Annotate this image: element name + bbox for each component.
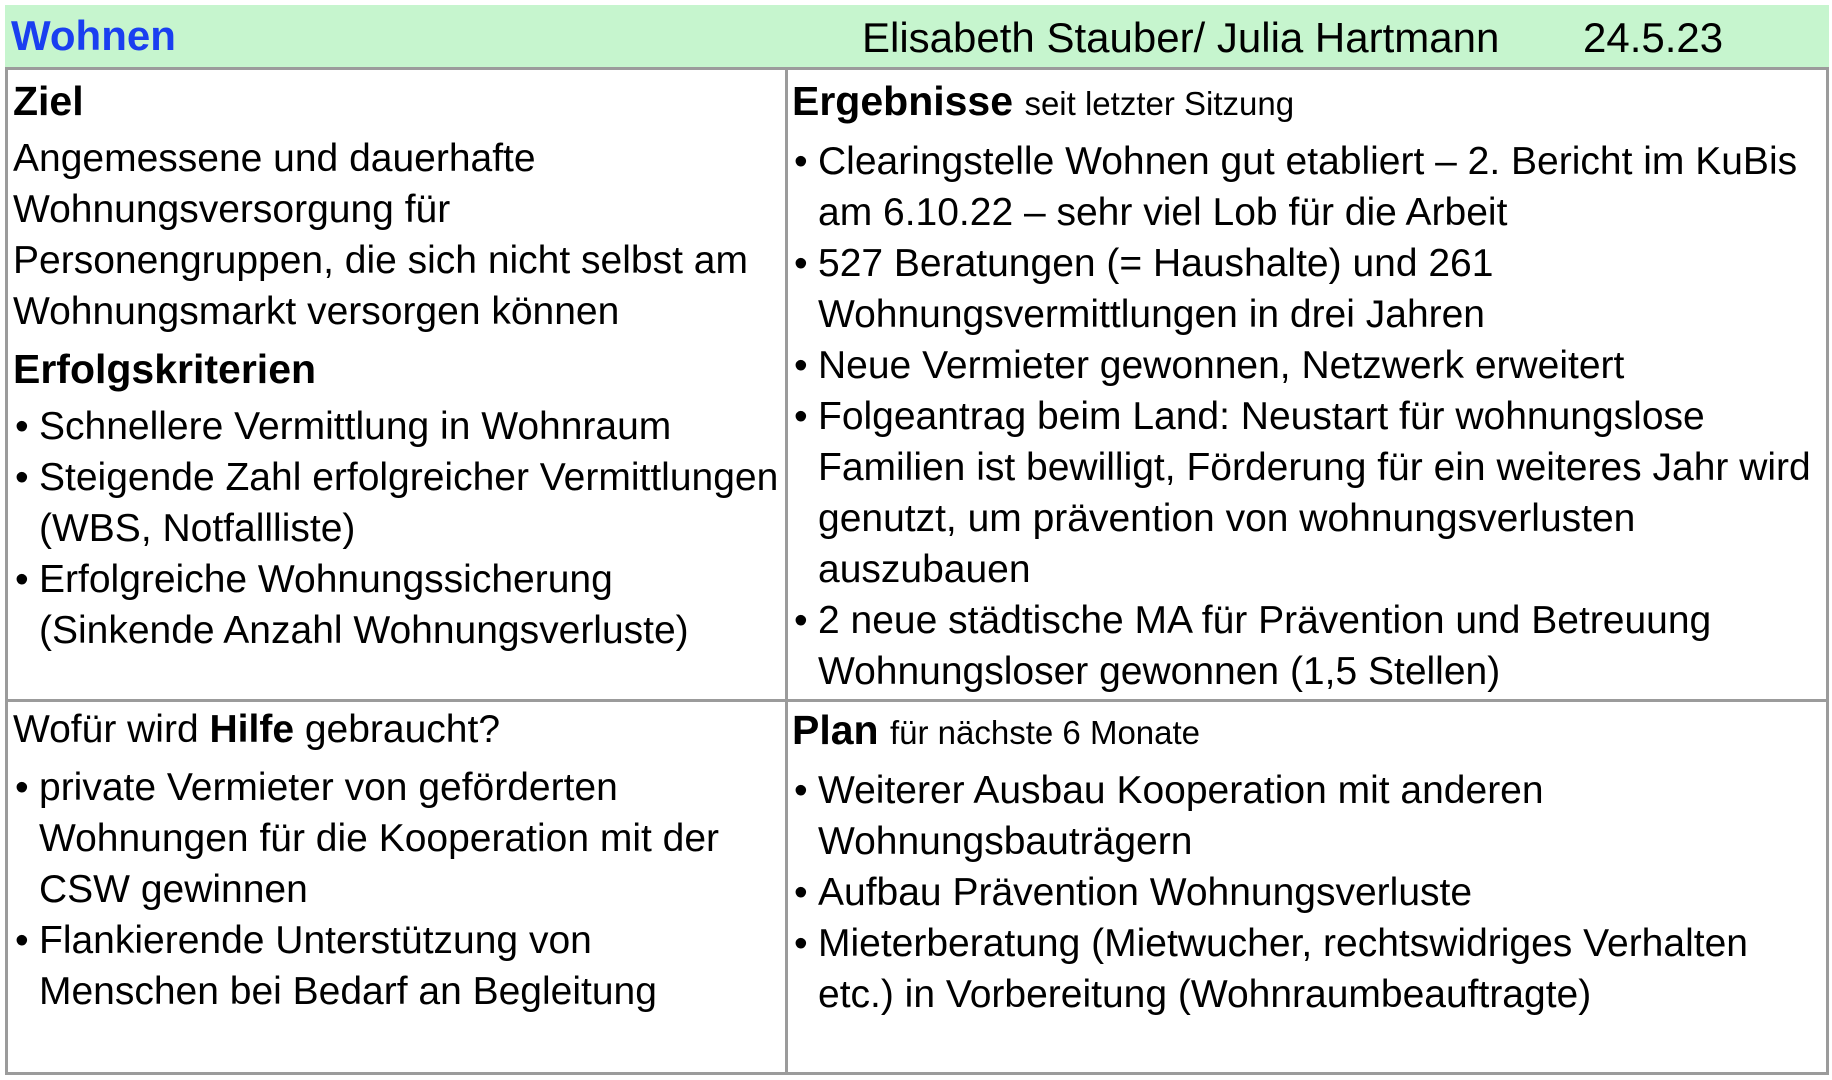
slide-title: Wohnen — [11, 12, 176, 59]
slide — [5, 5, 1829, 1075]
list-item: • Schnellere Vermittlung in Wohnraum — [13, 401, 781, 452]
list-item: • 527 Beratungen (= Haushalte) und 261 Wohnungsvermittlungen in drei Jahren — [792, 238, 1826, 340]
help-heading-suffix: gebraucht? — [304, 708, 501, 751]
list-item: • Erfolgreiche Wohnungssicherung (Sinkende Anzahl Wohnungsverluste) — [13, 554, 781, 656]
list-item: • Neue Vermieter gewonnen, Netzwerk erweitert — [792, 340, 1826, 391]
help-heading — [13, 704, 781, 756]
list-item: • Mieterberatung (Mietwucher, rechtswidriges Verhalten etc.) in Vorbereitung (Wohnraumbeauftragte) — [792, 918, 1826, 1020]
help-cell — [13, 704, 781, 1070]
results-list — [792, 136, 1826, 695]
list-item: • Folgeantrag beim Land: Neustart für wohnungslose Familien ist bewilligt, Förderung für ein weiteres Jahr wird genutzt, um prävention von wohnungsverlusten auszubauen — [792, 391, 1826, 595]
list-item: • Weiterer Ausbau Kooperation mit anderen Wohnungsbauträgern — [792, 765, 1826, 867]
list-item: • Steigende Zahl erfolgreicher Vermittlungen (WBS, Notfallliste) — [13, 452, 781, 554]
header-bar — [5, 5, 1829, 67]
plan-list — [792, 765, 1826, 1020]
results-heading-suffix: seit letzter Sitzung — [1024, 85, 1295, 122]
goal-text: Angemessene und dauerhafte Wohnungsversorgung für Personengruppen, die sich nicht selbst am Wohnungsmarkt versorgen können — [13, 137, 748, 333]
list-item: • 2 neue städtische MA für Prävention und Betreuung Wohnungsloser gewonnen (1,5 Stellen) — [792, 595, 1826, 695]
date: 24.5.23 — [1583, 14, 1724, 61]
goal-cell — [13, 75, 781, 695]
column-divider — [785, 70, 788, 1072]
plan-cell — [792, 704, 1826, 1070]
results-heading — [792, 75, 1826, 130]
success-criteria-heading: Erfolgskriterien — [13, 346, 317, 392]
results-cell — [792, 75, 1826, 695]
results-heading-label: Ergebnisse — [792, 78, 1014, 124]
help-heading-bold: Hilfe — [209, 708, 295, 751]
list-item: • private Vermieter von geförderten Wohnungen für die Kooperation mit der CSW gewinnen — [13, 762, 781, 915]
content-table — [5, 67, 1829, 1075]
success-criteria-list — [13, 401, 781, 656]
plan-heading-suffix: für nächste 6 Monate — [890, 714, 1201, 751]
help-heading-prefix: Wofür wird — [13, 708, 199, 751]
goal-heading: Ziel — [13, 78, 84, 124]
plan-heading-label: Plan — [792, 707, 879, 753]
list-item: • Flankierende Unterstützung von Menschen bei Bedarf an Begleitung — [13, 915, 781, 1017]
list-item: • Aufbau Prävention Wohnungsverluste — [792, 867, 1826, 918]
plan-heading — [792, 704, 1826, 759]
help-list — [13, 762, 781, 1017]
row-divider — [8, 699, 1826, 702]
list-item: • Clearingstelle Wohnen gut etabliert – 2. Bericht im KuBis am 6.10.22 – sehr viel Lob für die Arbeit — [792, 136, 1826, 238]
authors: Elisabeth Stauber/ Julia Hartmann — [862, 14, 1500, 61]
